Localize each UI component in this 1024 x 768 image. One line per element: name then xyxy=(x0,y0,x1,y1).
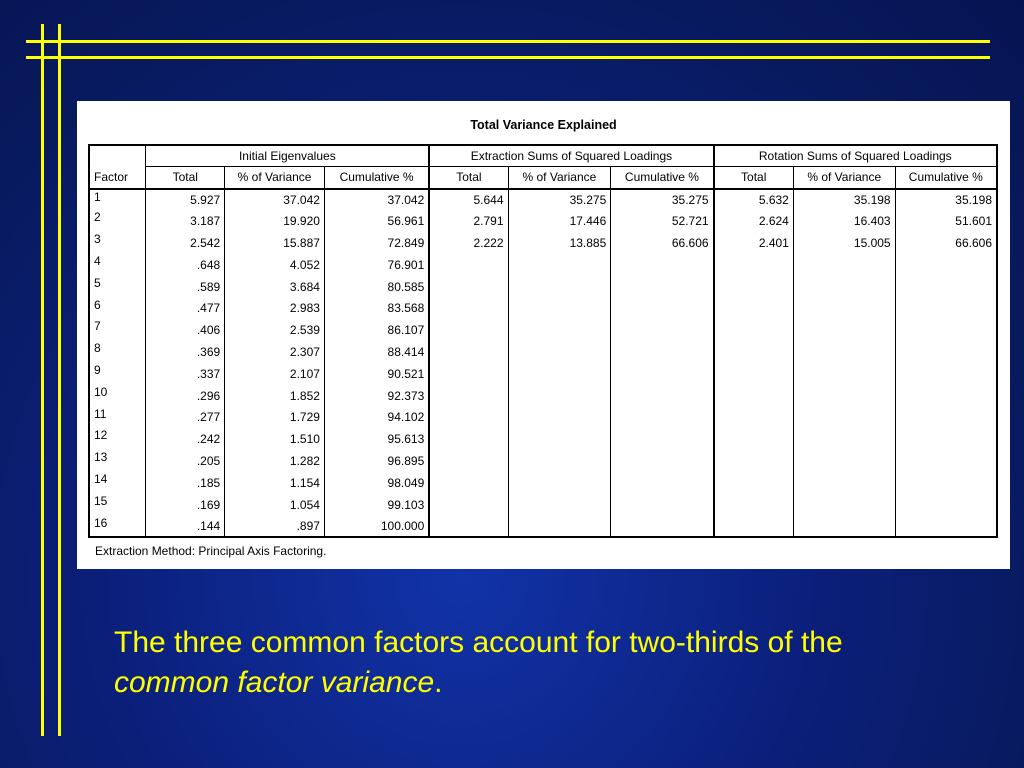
table-title: Total Variance Explained xyxy=(470,118,617,132)
value-cell: 37.042 xyxy=(225,189,325,211)
value-cell: 5.632 xyxy=(714,189,794,211)
value-cell: 1.729 xyxy=(225,407,325,429)
factor-cell: 15 xyxy=(89,494,146,516)
table-row xyxy=(89,319,997,341)
value-cell xyxy=(895,450,997,472)
value-cell: 15.887 xyxy=(225,232,325,254)
value-cell xyxy=(429,254,508,276)
value-cell: 72.849 xyxy=(324,232,429,254)
table-row xyxy=(89,254,997,276)
group-header-initial: Initial Eigenvalues xyxy=(146,145,429,167)
value-cell xyxy=(508,298,611,320)
factor-cell: 4 xyxy=(89,254,146,276)
value-cell: 2.107 xyxy=(225,363,325,385)
decorative-vertical-line xyxy=(41,24,44,736)
value-cell xyxy=(611,254,714,276)
table-row xyxy=(89,210,997,232)
value-cell: 2.539 xyxy=(225,319,325,341)
table-row xyxy=(89,494,997,516)
value-cell xyxy=(611,385,714,407)
table-row xyxy=(89,385,997,407)
value-cell xyxy=(611,472,714,494)
slide-caption xyxy=(114,623,994,703)
decorative-vertical-line xyxy=(58,24,61,736)
value-cell: 4.052 xyxy=(225,254,325,276)
factor-cell: 3 xyxy=(89,232,146,254)
value-cell: 16.403 xyxy=(793,210,895,232)
value-cell: .144 xyxy=(146,516,225,538)
value-cell xyxy=(714,450,794,472)
value-cell xyxy=(508,494,611,516)
value-cell xyxy=(895,298,997,320)
value-cell xyxy=(793,341,895,363)
value-cell xyxy=(508,254,611,276)
value-cell xyxy=(793,494,895,516)
value-cell: .369 xyxy=(146,341,225,363)
value-cell xyxy=(714,319,794,341)
value-cell: 83.568 xyxy=(324,298,429,320)
column-header-total: Total xyxy=(429,167,508,189)
table-row xyxy=(89,363,997,385)
value-cell: 5.644 xyxy=(429,189,508,211)
value-cell: 52.721 xyxy=(611,210,714,232)
value-cell xyxy=(508,516,611,538)
value-cell: 1.510 xyxy=(225,428,325,450)
caption-emphasis: common factor variance xyxy=(114,666,435,699)
value-cell xyxy=(508,450,611,472)
table-body xyxy=(89,189,997,538)
table-row xyxy=(89,472,997,494)
value-cell xyxy=(508,472,611,494)
value-cell xyxy=(895,407,997,429)
value-cell: 98.049 xyxy=(324,472,429,494)
column-header-pct: % of Variance xyxy=(225,167,325,189)
table-row xyxy=(89,298,997,320)
value-cell xyxy=(508,276,611,298)
value-cell xyxy=(793,407,895,429)
group-header-row xyxy=(89,145,997,167)
value-cell xyxy=(429,363,508,385)
value-cell xyxy=(429,298,508,320)
value-cell: 94.102 xyxy=(324,407,429,429)
caption-trailing: . xyxy=(434,666,443,699)
factor-cell: 16 xyxy=(89,516,146,538)
value-cell: 2.401 xyxy=(714,232,794,254)
value-cell: 35.275 xyxy=(508,189,611,211)
value-cell xyxy=(895,341,997,363)
value-cell: 95.613 xyxy=(324,428,429,450)
value-cell xyxy=(714,385,794,407)
value-cell: 13.885 xyxy=(508,232,611,254)
value-cell: .337 xyxy=(146,363,225,385)
table-row xyxy=(89,516,997,538)
factor-cell: 10 xyxy=(89,385,146,407)
value-cell: .897 xyxy=(225,516,325,538)
value-cell xyxy=(793,319,895,341)
value-cell: 2.222 xyxy=(429,232,508,254)
value-cell: 76.901 xyxy=(324,254,429,276)
value-cell xyxy=(895,254,997,276)
table-row xyxy=(89,428,997,450)
value-cell: 2.307 xyxy=(225,341,325,363)
value-cell xyxy=(714,341,794,363)
value-cell: .205 xyxy=(146,450,225,472)
value-cell: .477 xyxy=(146,298,225,320)
value-cell: 96.895 xyxy=(324,450,429,472)
value-cell: .169 xyxy=(146,494,225,516)
value-cell xyxy=(895,385,997,407)
value-cell xyxy=(508,407,611,429)
factor-cell: 7 xyxy=(89,319,146,341)
value-cell xyxy=(714,516,794,538)
value-cell: 99.103 xyxy=(324,494,429,516)
group-header-blank xyxy=(89,145,146,167)
table-footnote: Extraction Method: Principal Axis Factoring. xyxy=(95,544,327,558)
value-cell: 2.624 xyxy=(714,210,794,232)
value-cell: 19.920 xyxy=(225,210,325,232)
value-cell xyxy=(895,494,997,516)
value-cell xyxy=(714,494,794,516)
value-cell: 66.606 xyxy=(895,232,997,254)
column-header-factor: Factor xyxy=(89,167,146,189)
value-cell xyxy=(429,472,508,494)
value-cell: 92.373 xyxy=(324,385,429,407)
value-cell: 35.198 xyxy=(895,189,997,211)
value-cell xyxy=(793,298,895,320)
factor-cell: 6 xyxy=(89,298,146,320)
value-cell: 1.154 xyxy=(225,472,325,494)
value-cell xyxy=(611,319,714,341)
value-cell xyxy=(429,276,508,298)
value-cell xyxy=(895,363,997,385)
value-cell xyxy=(793,363,895,385)
value-cell xyxy=(895,516,997,538)
factor-cell: 13 xyxy=(89,450,146,472)
decorative-horizontal-line xyxy=(26,40,990,43)
value-cell xyxy=(429,428,508,450)
table-row xyxy=(89,189,997,211)
factor-cell: 12 xyxy=(89,428,146,450)
table-row xyxy=(89,407,997,429)
value-cell: 2.542 xyxy=(146,232,225,254)
value-cell: 56.961 xyxy=(324,210,429,232)
value-cell xyxy=(611,516,714,538)
value-cell: 1.852 xyxy=(225,385,325,407)
factor-cell: 1 xyxy=(89,189,146,211)
column-header-cum: Cumulative % xyxy=(611,167,714,189)
value-cell: .589 xyxy=(146,276,225,298)
value-cell xyxy=(429,516,508,538)
value-cell xyxy=(714,472,794,494)
value-cell: 2.791 xyxy=(429,210,508,232)
value-cell xyxy=(508,385,611,407)
value-cell xyxy=(793,450,895,472)
column-header-row xyxy=(89,167,997,189)
value-cell xyxy=(895,319,997,341)
column-header-pct: % of Variance xyxy=(793,167,895,189)
value-cell xyxy=(611,428,714,450)
factor-cell: 9 xyxy=(89,363,146,385)
value-cell xyxy=(611,341,714,363)
value-cell xyxy=(714,254,794,276)
column-header-total: Total xyxy=(714,167,794,189)
value-cell: 2.983 xyxy=(225,298,325,320)
value-cell xyxy=(714,298,794,320)
value-cell xyxy=(611,450,714,472)
table-row xyxy=(89,450,997,472)
table-row xyxy=(89,232,997,254)
value-cell: .296 xyxy=(146,385,225,407)
value-cell: 3.684 xyxy=(225,276,325,298)
value-cell xyxy=(429,407,508,429)
value-cell xyxy=(793,385,895,407)
factor-cell: 8 xyxy=(89,341,146,363)
value-cell xyxy=(714,276,794,298)
value-cell xyxy=(793,428,895,450)
value-cell: 17.446 xyxy=(508,210,611,232)
decorative-horizontal-line xyxy=(26,56,990,59)
value-cell: .648 xyxy=(146,254,225,276)
column-header-cum: Cumulative % xyxy=(895,167,997,189)
value-cell xyxy=(429,494,508,516)
value-cell xyxy=(611,298,714,320)
group-header-rotation: Rotation Sums of Squared Loadings xyxy=(714,145,997,167)
value-cell xyxy=(508,341,611,363)
value-cell: 1.054 xyxy=(225,494,325,516)
value-cell xyxy=(429,385,508,407)
factor-cell: 11 xyxy=(89,407,146,429)
table-row xyxy=(89,276,997,298)
variance-table xyxy=(88,144,998,538)
value-cell: 51.601 xyxy=(895,210,997,232)
factor-cell: 5 xyxy=(89,276,146,298)
value-cell xyxy=(793,276,895,298)
value-cell: 35.198 xyxy=(793,189,895,211)
value-cell: 88.414 xyxy=(324,341,429,363)
value-cell xyxy=(429,341,508,363)
table-panel xyxy=(77,101,1010,569)
caption-text: The three common factors account for two-thirds of the xyxy=(114,626,843,659)
column-header-pct: % of Variance xyxy=(508,167,611,189)
value-cell xyxy=(508,319,611,341)
value-cell: 1.282 xyxy=(225,450,325,472)
value-cell xyxy=(714,407,794,429)
column-header-total: Total xyxy=(146,167,225,189)
value-cell: .406 xyxy=(146,319,225,341)
value-cell: 5.927 xyxy=(146,189,225,211)
value-cell xyxy=(895,428,997,450)
value-cell xyxy=(611,494,714,516)
factor-cell: 14 xyxy=(89,472,146,494)
value-cell: 15.005 xyxy=(793,232,895,254)
value-cell xyxy=(508,428,611,450)
value-cell: .185 xyxy=(146,472,225,494)
table-row xyxy=(89,341,997,363)
value-cell xyxy=(429,319,508,341)
value-cell: 3.187 xyxy=(146,210,225,232)
value-cell xyxy=(895,276,997,298)
value-cell xyxy=(611,407,714,429)
value-cell: 100.000 xyxy=(324,516,429,538)
factor-cell: 2 xyxy=(89,210,146,232)
value-cell xyxy=(611,276,714,298)
value-cell xyxy=(714,363,794,385)
value-cell: 80.585 xyxy=(324,276,429,298)
group-header-extraction: Extraction Sums of Squared Loadings xyxy=(429,145,713,167)
value-cell xyxy=(793,516,895,538)
value-cell xyxy=(793,254,895,276)
value-cell: 37.042 xyxy=(324,189,429,211)
value-cell xyxy=(611,363,714,385)
value-cell: 90.521 xyxy=(324,363,429,385)
value-cell: .277 xyxy=(146,407,225,429)
value-cell xyxy=(714,428,794,450)
value-cell: 86.107 xyxy=(324,319,429,341)
value-cell: .242 xyxy=(146,428,225,450)
value-cell xyxy=(429,450,508,472)
value-cell xyxy=(793,472,895,494)
value-cell: 35.275 xyxy=(611,189,714,211)
column-header-cum: Cumulative % xyxy=(324,167,429,189)
value-cell: 66.606 xyxy=(611,232,714,254)
value-cell xyxy=(895,472,997,494)
value-cell xyxy=(508,363,611,385)
